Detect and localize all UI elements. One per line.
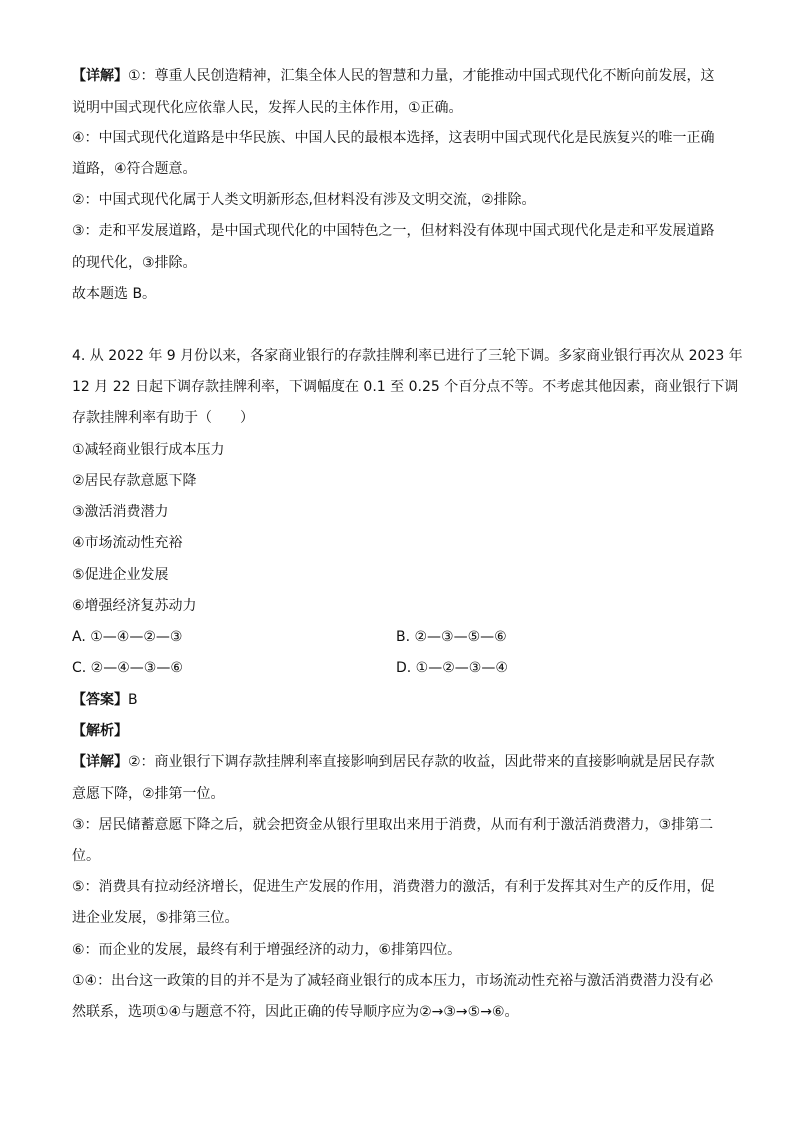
answer-value: B (128, 692, 138, 708)
detail-tag: 【详解】 (72, 68, 128, 84)
detail-line-8: ①④：出台这一政策的目的并不是为了减轻商业银行的成本压力，市场流动性充裕与激活消费潜力没有必 (72, 973, 714, 989)
explanation-line-5: ②：中国式现代化属于人类文明新形态,但材料没有涉及文明交流，②排除。 (72, 192, 536, 208)
option-d: D. ①—②—③—④ (396, 660, 508, 676)
explanation-line-3: ④：中国式现代化道路是中华民族、中国人民的最根本选择，这表明中国式现代化是民族复兴的唯一正确 (72, 130, 715, 146)
statement-item: ⑤促进企业发展 (72, 567, 169, 583)
option-a: A. ①—④—②—③ (72, 629, 183, 645)
explanation-line-2: 说明中国式现代化应依靠人民，发挥人民的主体作用，①正确。 (72, 100, 463, 116)
detail-line-1 (72, 752, 715, 772)
detail-line-2: 意愿下降，②排第一位。 (72, 786, 225, 802)
explanation-line-7: 的现代化，③排除。 (72, 255, 197, 271)
detail-text: ②：商业银行下调存款挂牌利率直接影响到居民存款的收益，因此带来的直接影响就是居民存款 (128, 754, 715, 770)
answer-tag: 【答案】 (72, 692, 128, 708)
detail-line-5: ⑤：消费具有拉动经济增长，促进生产发展的作用，消费潜力的激活，有利于发挥其对生产的反作用，促 (72, 879, 715, 895)
detail-line-4: 位。 (72, 848, 100, 864)
document-page (72, 0, 743, 1123)
conclusion-line: 故本题选 B。 (72, 286, 157, 302)
explanation-line-4: 道路，④符合题意。 (72, 161, 197, 177)
detail-line-3: ③：居民储蓄意愿下降之后，就会把资金从银行里取出来用于消费，从而有利于激活消费潜力，③排第二 (72, 817, 714, 833)
option-b: B. ②—③—⑤—⑥ (396, 629, 507, 645)
explanation-line-1 (72, 66, 715, 86)
explanation-text: ①：尊重人民创造精神，汇集全体人民的智慧和力量，才能推动中国式现代化不断向前发展，这 (128, 68, 715, 84)
option-c: C. ②—④—③—⑥ (72, 660, 183, 676)
detail-line-7: ⑥：而企业的发展，最终有利于增强经济的动力，⑥排第四位。 (72, 942, 462, 958)
question-stem-line-2: 12 月 22 日起下调存款挂牌利率，下调幅度在 0.1 至 0.25 个百分点不等。不考虑其他因素，商业银行下调 (72, 379, 739, 395)
detail-line-6: 进企业发展，⑤排第三位。 (72, 910, 239, 926)
statement-item: ④市场流动性充裕 (72, 535, 183, 551)
statement-item: ①减轻商业银行成本压力 (72, 442, 225, 458)
question-stem-line-3: 存款挂牌利率有助于（ ） (72, 410, 254, 426)
statement-item: ⑥增强经济复苏动力 (72, 598, 197, 614)
answer-line (72, 690, 138, 710)
detail-line-9: 然联系，选项①④与题意不符，因此正确的传导顺序应为②→③→⑤→⑥。 (72, 1004, 519, 1020)
detail-tag: 【详解】 (72, 754, 128, 770)
statement-item: ③激活消费潜力 (72, 504, 169, 520)
question-stem-line-1: 4. 从 2022 年 9 月份以来，各家商业银行的存款挂牌利率已进行了三轮下调。多家商业银行再次从 2023 年 (72, 348, 743, 364)
explanation-line-6: ③：走和平发展道路，是中国式现代化的中国特色之一，但材料没有体现中国式现代化是走和平发展道路 (72, 223, 715, 239)
analysis-tag: 【解析】 (72, 723, 128, 739)
statement-item: ②居民存款意愿下降 (72, 473, 197, 489)
analysis-heading (72, 721, 128, 741)
